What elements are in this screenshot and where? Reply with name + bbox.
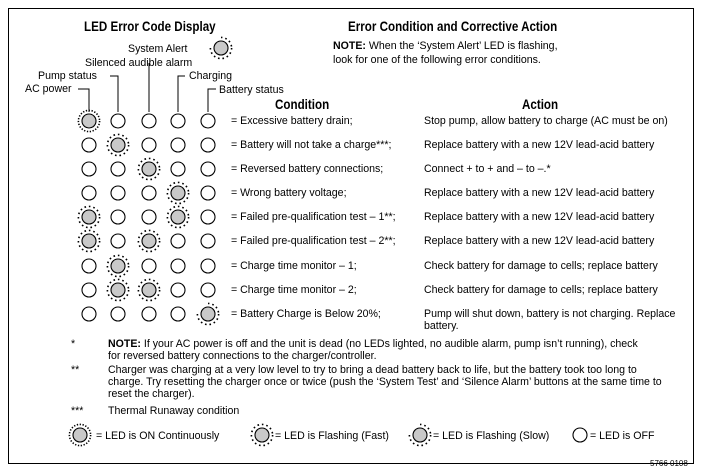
- legend-off-icon: [573, 428, 587, 442]
- led-off-icon: [171, 307, 185, 321]
- led-fast-icon: [78, 230, 99, 251]
- led-off-icon: [111, 307, 125, 321]
- label-system-alert: System Alert: [128, 43, 188, 55]
- led-display-title: LED Error Code Display: [84, 19, 216, 34]
- footnote-3-text: Thermal Runaway condition: [108, 405, 240, 417]
- led-off-icon: [201, 283, 215, 297]
- action-header: Action: [522, 97, 559, 112]
- led-off-icon: [142, 138, 156, 152]
- led-off-icon: [111, 186, 125, 200]
- error-condition-title: Error Condition and Corrective Action: [348, 19, 558, 34]
- figure-number: 5766 0108: [650, 459, 688, 468]
- led-off-icon: [201, 186, 215, 200]
- led-off-icon: [82, 307, 96, 321]
- led-off-icon: [201, 114, 215, 128]
- led-off-icon: [82, 162, 96, 176]
- footnote-1-mark: *: [71, 338, 76, 350]
- legend-on-icon: [69, 424, 90, 445]
- led-off-icon: [111, 114, 125, 128]
- led-off-icon: [201, 162, 215, 176]
- led-slow-icon: [197, 303, 218, 324]
- condition-text: = Excessive battery drain;: [231, 115, 353, 127]
- led-off-icon: [201, 234, 215, 248]
- condition-text: = Wrong battery voltage;: [231, 187, 347, 199]
- note-text: When the ‘System Alert’ LED is flashing,: [365, 40, 558, 52]
- legend-slow-text: = LED is Flashing (Slow): [433, 430, 550, 442]
- condition-text: = Battery will not take a charge***;: [231, 139, 392, 151]
- footnote-1-text: If your AC power is off and the unit is dead (no LEDs lighted, no audible alarm, pump isn’t running), check for reversed battery connections to the charger/controller.: [108, 338, 638, 362]
- label-charging: Charging: [189, 70, 232, 82]
- led-off-icon: [142, 186, 156, 200]
- condition-text: = Charge time monitor – 1;: [231, 260, 357, 272]
- condition-text: = Battery Charge is Below 20%;: [231, 308, 381, 320]
- led-off-icon: [171, 283, 185, 297]
- led-off-icon: [82, 283, 96, 297]
- led-fast-icon: [138, 230, 159, 251]
- led-off-icon: [171, 259, 185, 273]
- led-off-icon: [82, 138, 96, 152]
- led-on-icon: [78, 110, 99, 131]
- condition-text: = Failed pre-qualification test – 2**;: [231, 235, 396, 247]
- leader-lines: [78, 63, 216, 112]
- led-fast-icon: [107, 134, 128, 155]
- label-battery-status: Battery status: [219, 84, 284, 96]
- led-fast-icon: [107, 255, 128, 276]
- system-alert-led-icon: [210, 37, 231, 58]
- led-off-icon: [201, 138, 215, 152]
- label-pump-status: Pump status: [38, 70, 97, 82]
- action-text: Check battery for damage to cells; replace battery: [424, 260, 658, 272]
- action-text: Replace battery with a new 12V lead-acid battery: [424, 235, 655, 247]
- led-fast-icon: [107, 279, 128, 300]
- legend-on-text: = LED is ON Continuously: [96, 430, 220, 442]
- led-off-icon: [171, 114, 185, 128]
- footnote-1-label: NOTE:: [108, 338, 141, 350]
- led-off-icon: [201, 259, 215, 273]
- led-grid: [78, 110, 218, 324]
- led-off-icon: [82, 186, 96, 200]
- led-off-icon: [171, 234, 185, 248]
- led-off-icon: [201, 210, 215, 224]
- legend-fast-icon: [251, 424, 272, 445]
- led-off-icon: [111, 234, 125, 248]
- condition-header: Condition: [275, 97, 330, 112]
- led-off-icon: [111, 210, 125, 224]
- led-off-icon: [171, 138, 185, 152]
- footnote-2-mark: **: [71, 364, 80, 376]
- legend-slow-icon: [409, 424, 430, 445]
- led-off-icon: [142, 259, 156, 273]
- legend-fast-text: = LED is Flashing (Fast): [275, 430, 389, 442]
- footnote-3-mark: ***: [71, 405, 84, 417]
- action-text: Replace battery with a new 12V lead-acid battery: [424, 187, 655, 199]
- label-ac-power: AC power: [25, 83, 72, 95]
- led-fast-icon: [167, 206, 188, 227]
- note-line-2: look for one of the following error conditions.: [333, 54, 541, 66]
- action-text: Check battery for damage to cells; replace battery: [424, 284, 658, 296]
- led-fast-icon: [167, 182, 188, 203]
- led-fast-icon: [138, 158, 159, 179]
- action-text: Replace battery with a new 12V lead-acid battery: [424, 211, 655, 223]
- footnote-1: [108, 338, 653, 362]
- note-label: NOTE:: [333, 40, 366, 52]
- system-alert-slow-led-icon: [210, 37, 231, 58]
- condition-text: = Reversed battery connections;: [231, 163, 384, 175]
- led-off-icon: [111, 162, 125, 176]
- led-off-icon: [142, 114, 156, 128]
- footnote-2-text: Charger was charging at a very low level to try to bring a dead battery back to life, but the battery took too long to charge. Try resetting the charger once or twice (push the ‘System Test’ and ‘Silence Alarm’ buttons at the same time to reset the charger).: [108, 364, 662, 400]
- led-off-icon: [171, 162, 185, 176]
- led-off-icon: [142, 307, 156, 321]
- label-silenced-alarm: Silenced audible alarm: [85, 57, 193, 69]
- led-fast-icon: [78, 206, 99, 227]
- action-text: Connect + to + and – to –.*: [424, 163, 551, 175]
- action-text: Replace battery with a new 12V lead-acid battery: [424, 139, 655, 151]
- action-text: Pump will shut down, battery is not charging. Replace battery.: [424, 308, 676, 332]
- action-text: Stop pump, allow battery to charge (AC must be on): [424, 115, 668, 127]
- legend-off-text: = LED is OFF: [590, 430, 655, 442]
- led-off-icon: [142, 210, 156, 224]
- condition-text: = Charge time monitor – 2;: [231, 284, 357, 296]
- condition-text: = Failed pre-qualification test – 1**;: [231, 211, 396, 223]
- led-off-icon: [82, 259, 96, 273]
- led-fast-icon: [138, 279, 159, 300]
